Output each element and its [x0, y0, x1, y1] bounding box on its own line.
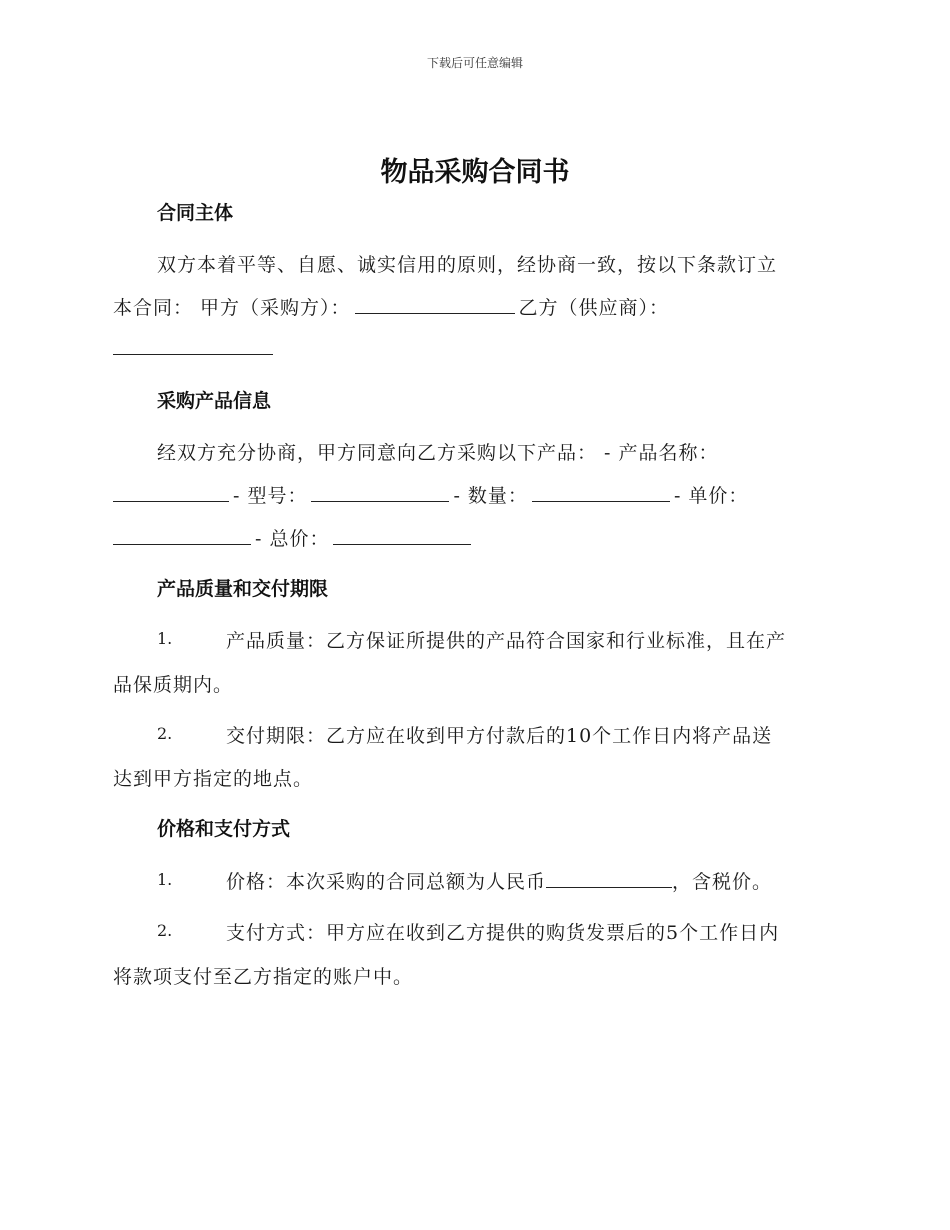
payment-item-2-number: 2.: [157, 921, 173, 940]
section-heading-payment: 价格和支付方式: [157, 818, 291, 840]
price-blank[interactable]: [546, 869, 672, 888]
payment-item-2-line-2: 将款项支付至乙方指定的账户中。: [113, 966, 414, 988]
quantity-label: - 数量：: [453, 485, 528, 507]
header-note: 下载后可任意编辑: [426, 56, 523, 70]
unit-price-label: - 单价：: [673, 485, 749, 507]
quality-item-2-line-1: 交付期限：乙方应在收到甲方付款后的10个工作日内将产品送: [226, 725, 773, 747]
quality-item-1-line-1: 产品质量：乙方保证所提供的产品符合国家和行业标准，且在产: [226, 630, 787, 652]
product-paragraph-line-2: [113, 481, 748, 508]
party-b-label: 乙方（供应商）：: [518, 297, 670, 319]
price-suffix: ，含税价。: [672, 871, 773, 893]
document-title: 物品采购合同书: [380, 157, 570, 188]
subject-paragraph-line-3: [113, 336, 277, 360]
party-a-label: 本合同： 甲方（采购方）：: [113, 297, 351, 319]
party-a-blank[interactable]: [355, 295, 515, 314]
product-paragraph-line-1: 经双方充分协商，甲方同意向乙方采购以下产品： - 产品名称：: [157, 442, 719, 464]
quality-item-2-line-2: 达到甲方指定的地点。: [113, 768, 314, 790]
quality-item-1-line-2: 品保质期内。: [113, 674, 234, 696]
product-name-blank[interactable]: [113, 483, 229, 502]
quantity-blank[interactable]: [532, 483, 670, 502]
section-heading-product: 采购产品信息: [157, 390, 272, 412]
unit-price-blank[interactable]: [113, 526, 251, 545]
product-paragraph-line-3: [113, 524, 475, 551]
party-b-blank[interactable]: [113, 336, 273, 355]
price-label: 价格：本次采购的合同总额为人民币: [226, 871, 547, 893]
total-price-label: - 总价：: [255, 528, 330, 550]
subject-paragraph-line-2: [113, 293, 669, 320]
section-heading-quality: 产品质量和交付期限: [157, 578, 329, 600]
payment-item-1-line: [226, 867, 772, 894]
model-blank[interactable]: [311, 483, 449, 502]
quality-item-1-number: 1.: [157, 629, 173, 648]
subject-paragraph-line-1: 双方本着平等、自愿、诚实信用的原则，经协商一致，按以下条款订立: [157, 254, 778, 276]
model-label: - 型号：: [233, 485, 308, 507]
section-heading-subject: 合同主体: [157, 202, 234, 224]
total-price-blank[interactable]: [333, 526, 471, 545]
payment-item-2-line-1: 支付方式：甲方应在收到乙方提供的购货发票后的5个工作日内: [226, 922, 780, 944]
payment-item-1-number: 1.: [157, 870, 173, 889]
quality-item-2-number: 2.: [157, 724, 173, 743]
